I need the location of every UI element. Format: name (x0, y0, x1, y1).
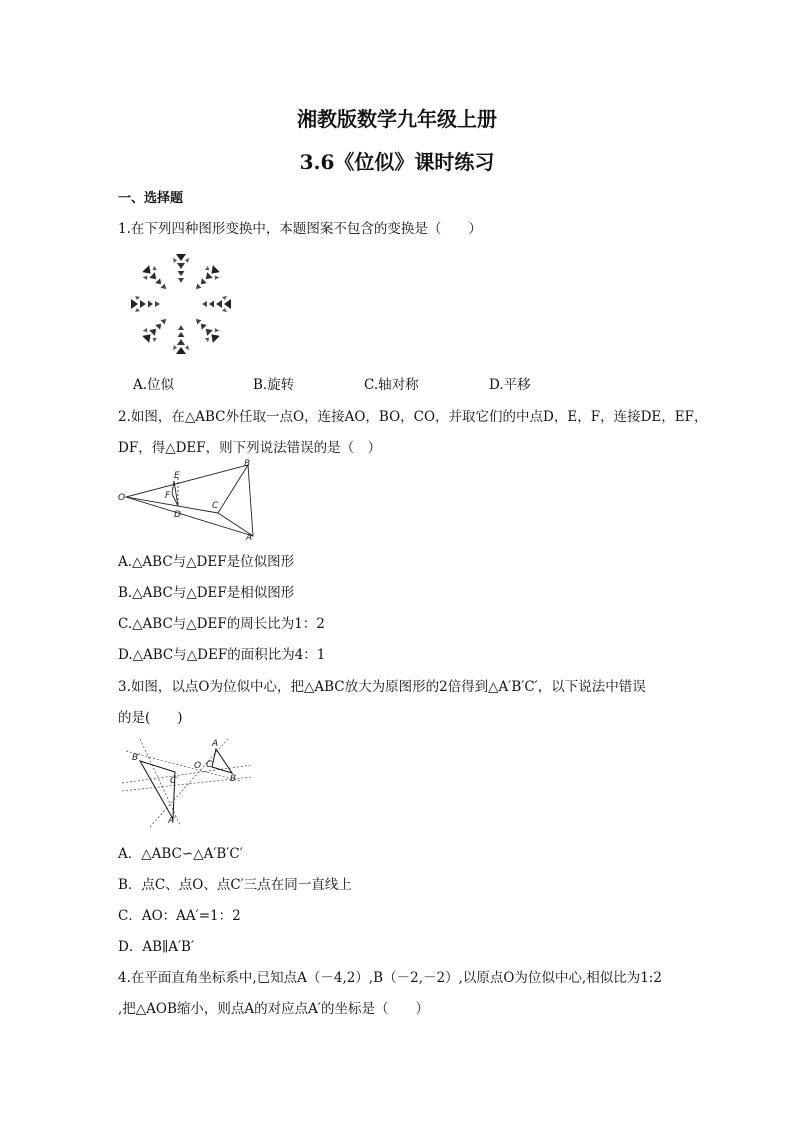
q2-label-e: E (174, 471, 180, 481)
q1-option-d: D.平移 (489, 377, 531, 393)
q2-option-c: C.△ABC与△DEF的周长比为1：2 (118, 616, 325, 632)
q2-label-d: D (174, 510, 181, 520)
q3-label-a-prime: A′ (168, 816, 177, 826)
q3-label-o: O (194, 761, 202, 771)
q1-stem: 1.在下列四种图形变换中，本题图案不包含的变换是（ ） (118, 221, 482, 237)
q2-option-d: D.△ABC与△DEF的面积比为4：1 (118, 647, 326, 663)
q3-homothety-figure (120, 733, 254, 829)
q2-triangle-figure (116, 456, 260, 542)
q3-label-b-prime: B′ (132, 753, 141, 763)
page-subtitle: 3.6《位似》课时练习 (299, 150, 495, 174)
q3-label-a: A (212, 739, 219, 749)
q2-option-a: A.△ABC与△DEF是位似图形 (118, 554, 295, 570)
q2-label-a: A (246, 533, 253, 542)
q3-stem-line2: 的是( ) (118, 710, 183, 726)
page-title: 湘教版数学九年级上册 (297, 107, 497, 131)
q1-option-a: A.位似 (133, 377, 175, 393)
q2-label-b: B (244, 459, 251, 469)
q2-label-c: C (212, 501, 219, 511)
q2-label-o: O (118, 493, 126, 503)
q3-option-b: B．点C、点O、点C′三点在同一直线上 (118, 877, 352, 893)
q3-stem-line1: 3.如图，以点O为位似中心，把△ABC放大为原图形的2倍得到△A′B′C′，以下说法中错误 (118, 679, 646, 695)
q3-option-d: D．AB∥A′B′ (118, 939, 195, 955)
q2-stem-line1: 2.如图，在△ABC外任取一点O，连接AO，BO，CO，并取它们的中点D，E，F，连接DE，EF， (118, 409, 708, 425)
section-heading: 一、选择题 (118, 191, 184, 206)
q2-option-b: B.△ABC与△DEF是相似图形 (118, 585, 295, 601)
q4-stem-line2: ,把△AOB缩小，则点A的对应点A′的坐标是（ ） (118, 1001, 429, 1017)
q2-label-f: F (165, 491, 171, 501)
q1-pattern-figure (125, 248, 237, 360)
q1-option-c: C.轴对称 (364, 377, 419, 393)
q3-label-c: C (206, 760, 213, 770)
q2-stem-line2: DF，得△DEF，则下列说法错误的是（ ） (118, 440, 382, 456)
q1-options (133, 373, 531, 393)
q3-label-c-prime: C′ (170, 776, 179, 786)
q1-option-b: B.旋转 (253, 377, 295, 393)
q3-option-c: C．AO：AA′=1：2 (118, 908, 241, 924)
q4-stem-line1: 4.在平面直角坐标系中,已知点A（－4,2）,B（－2,－2）,以原点O为位似中心,相似比为1:2 (118, 970, 662, 986)
q3-label-b: B (230, 774, 237, 784)
q3-option-a: A．△ABC∽△A′B′C′ (118, 846, 243, 862)
